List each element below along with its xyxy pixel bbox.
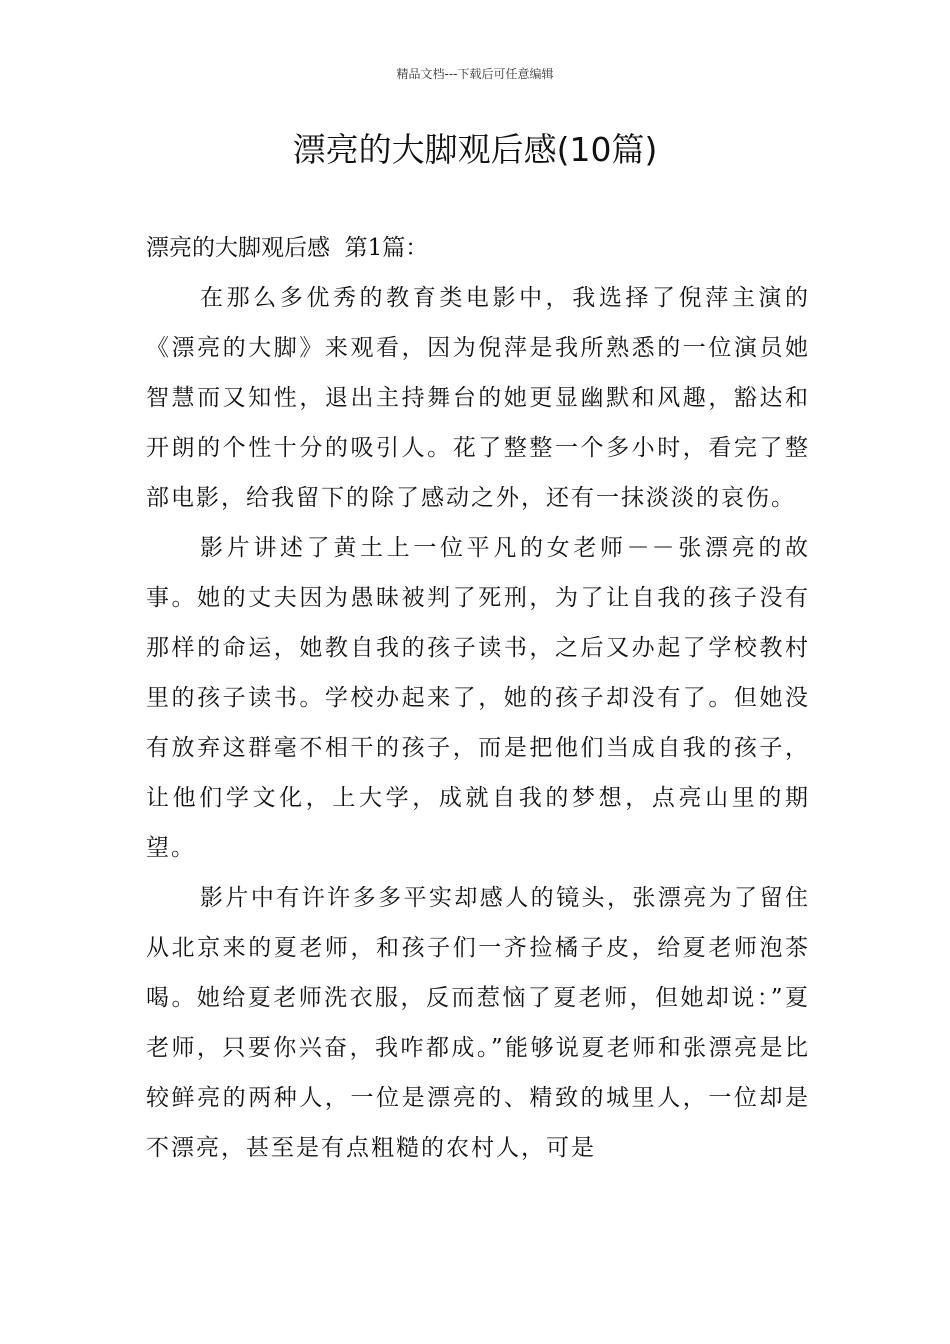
paragraph-1: 在那么多优秀的教育类电影中，我选择了倪萍主演的《漂亮的大脚》来观看，因为倪萍是我所熟悉的一位演员她智慧而又知性，退出主持舞台的她更显幽默和风趣，豁达和开朗的个性十分的吸引人。花了整整一个多小时，看完了整部电影，给我留下的除了感动之外，还有一抹淡淡的哀伤。 [146, 285, 810, 511]
document-body [146, 223, 810, 1173]
header-note: 精品文档---下载后可任意编辑 [396, 67, 554, 81]
paragraph-2: 影片讲述了黄土上一位平凡的女老师－－张漂亮的故事。她的丈夫因为愚昧被判了死刑，为了让自我的孩子没有那样的命运，她教自我的孩子读书，之后又办起了学校教村里的孩子读书。学校办起来了，她的孩子却没有了。但她没有放弃这群毫不相干的孩子，而是把他们当成自我的孩子，让他们学文化，上大学，成就自我的梦想，点亮山里的期望。 [146, 535, 810, 861]
paragraph-3: 影片中有许许多多平实却感人的镜头，张漂亮为了留住从北京来的夏老师，和孩子们一齐捡橘子皮，给夏老师泡茶喝。她给夏老师洗衣服，反而惹恼了夏老师，但她却说：”夏老师，只要你兴奋，我咋都成。”能够说夏老师和张漂亮是比较鲜亮的两种人，一位是漂亮的、精致的城里人，一位却是不漂亮，甚至是有点粗糙的农村人，可是 [146, 885, 810, 1161]
document-title: 漂亮的大脚观后感(10篇) [292, 130, 658, 169]
section-heading: 漂亮的大脚观后感 第1篇： [146, 235, 429, 261]
